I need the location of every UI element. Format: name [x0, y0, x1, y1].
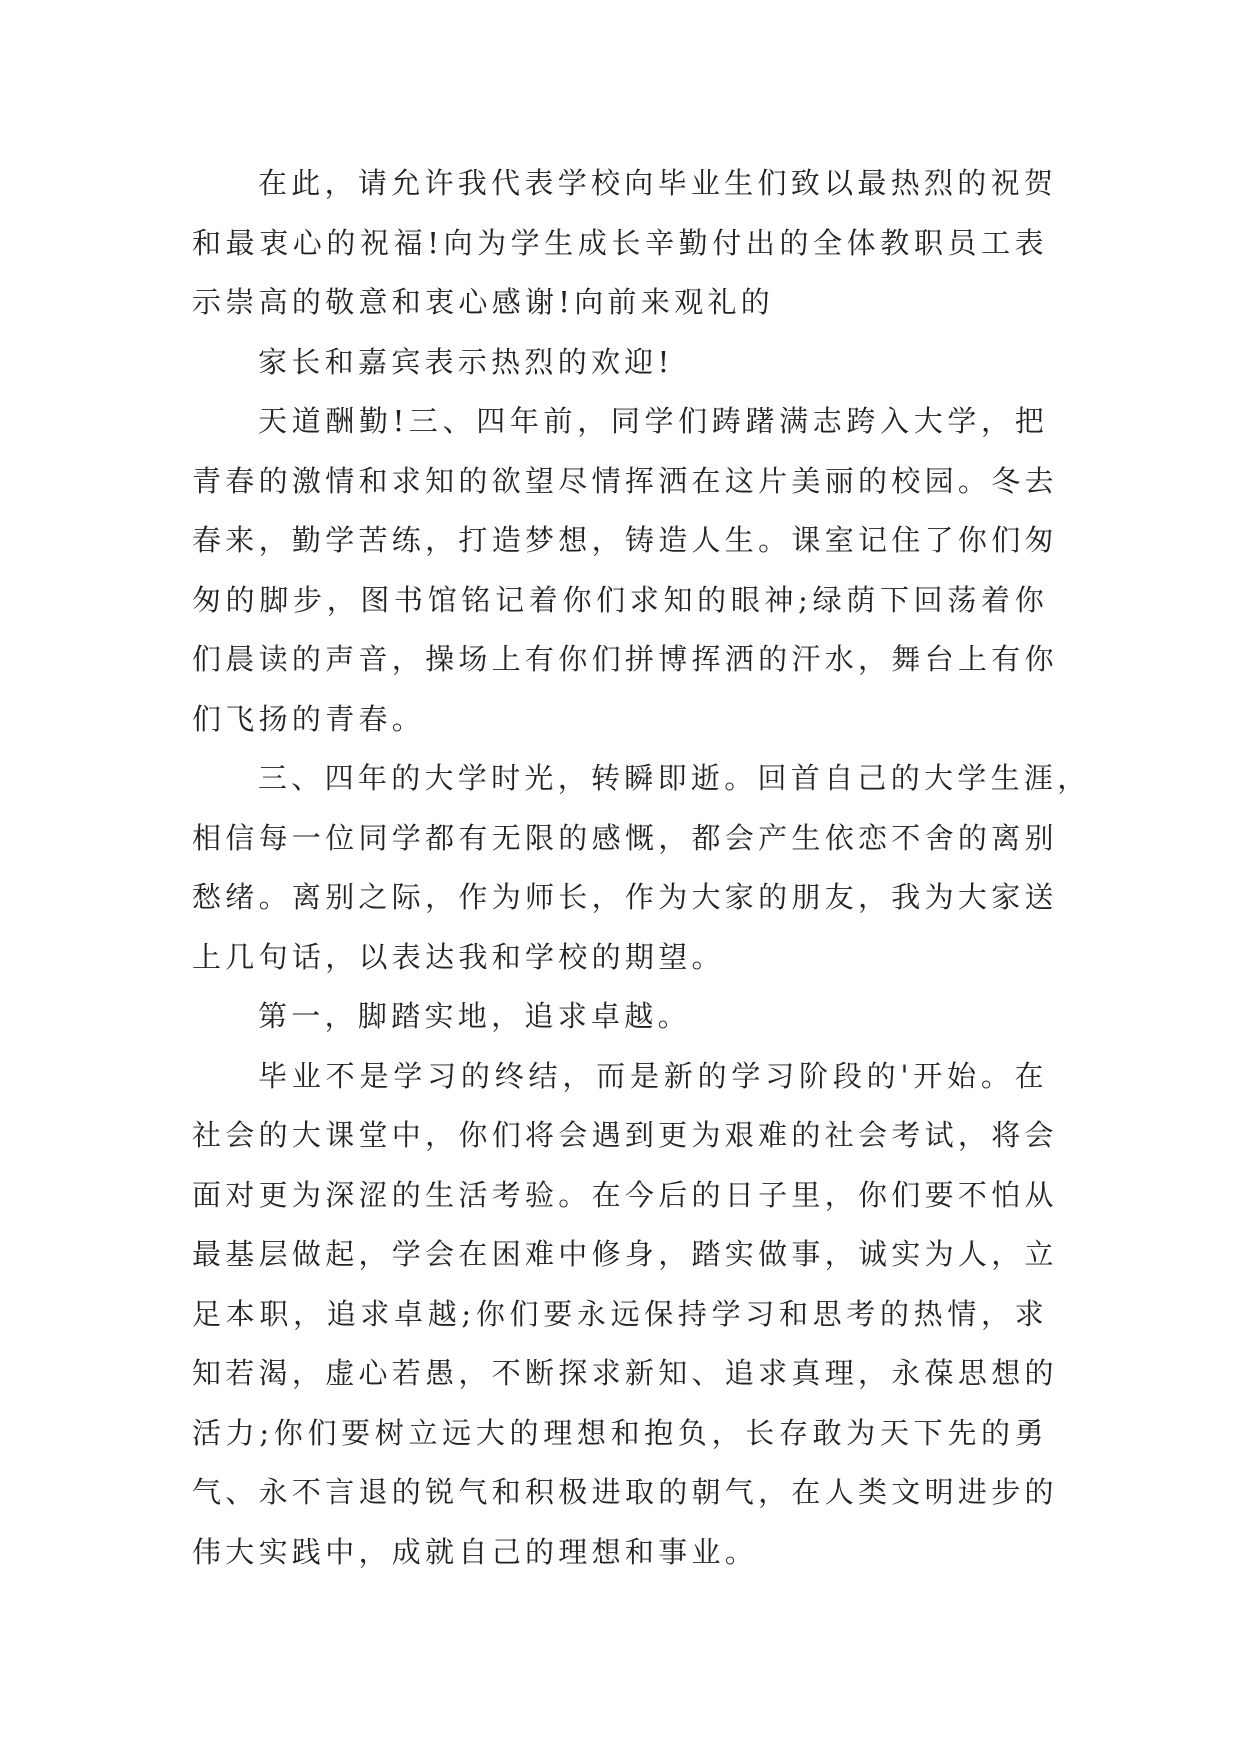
- paragraph-line: 最基层做起，学会在困难中修身，踏实做事，诚实为人，立: [192, 1237, 1058, 1271]
- paragraph-line: 家长和嘉宾表示热烈的欢迎!: [258, 344, 674, 379]
- paragraph-line: 知若渴，虚心若愚，不断探求新知、追求真理，永葆思想的: [192, 1356, 1058, 1390]
- paragraph-line: 三、四年的大学时光，转瞬即逝。回首自己的大学生涯，: [258, 761, 1091, 795]
- paragraph-line: 社会的大课堂中，你们将会遇到更为艰难的社会考试，将会: [192, 1118, 1058, 1152]
- paragraph-line: 足本职，追求卓越;你们要永远保持学习和思考的热情，求: [192, 1296, 1048, 1331]
- paragraph-line: 气、永不言退的锐气和积极进取的朝气，在人类文明进步的: [192, 1475, 1058, 1509]
- paragraph-line: 毕业不是学习的终结，而是新的学习阶段的'开始。在: [258, 1058, 1048, 1093]
- paragraph-line: 活力;你们要树立远大的理想和抱负，长存敢为天下先的勇: [192, 1415, 1048, 1450]
- paragraph-lifelong-learning: [192, 1047, 1058, 1583]
- paragraph-line: 春来，勤学苦练，打造梦想，铸造人生。课室记住了你们匆: [192, 523, 1058, 557]
- paragraph-line: 青春的激情和求知的欲望尽情挥洒在这片美丽的校园。冬去: [192, 463, 1058, 498]
- paragraph-congratulations: [192, 154, 1058, 333]
- paragraph-line: 面对更为深涩的生活考验。在今后的日子里，你们要不怕从: [192, 1177, 1058, 1212]
- paragraph-line: 们飞扬的青春。: [192, 701, 426, 736]
- paragraph-line: 匆的脚步，图书馆铭记着你们求知的眼神;绿荫下回荡着你: [192, 582, 1048, 617]
- paragraph-farewell: [192, 749, 1091, 987]
- paragraph-welcome: [192, 333, 1048, 393]
- document-body: [192, 154, 1091, 1582]
- paragraph-line: 在此，请允许我代表学校向毕业生们致以最热烈的祝贺: [258, 166, 1058, 200]
- paragraph-line: 上几句话，以表达我和学校的期望。: [192, 939, 725, 974]
- paragraph-line: 和最衷心的祝福!向为学生成长辛勤付出的全体教职员工表: [192, 225, 1048, 260]
- section-heading-first: [192, 987, 1048, 1047]
- paragraph-line: 们晨读的声音，操场上有你们拼博挥洒的汗水，舞台上有你: [192, 642, 1058, 676]
- paragraph-line: 愁绪。离别之际，作为师长，作为大家的朋友，我为大家送: [192, 880, 1058, 914]
- paragraph-line: 天道酬勤!三、四年前，同学们踌躇满志跨入大学，把: [258, 404, 1048, 438]
- paragraph-campus-memories: [192, 392, 1058, 749]
- paragraph-line: 伟大实践中，成就自己的理想和事业。: [192, 1534, 759, 1569]
- paragraph-line: 第一，脚踏实地，追求卓越。: [258, 999, 691, 1033]
- paragraph-line: 示崇高的敬意和衷心感谢!向前来观礼的: [192, 285, 775, 319]
- paragraph-line: 相信每一位同学都有无限的感慨，都会产生依恋不舍的离别: [192, 820, 1058, 855]
